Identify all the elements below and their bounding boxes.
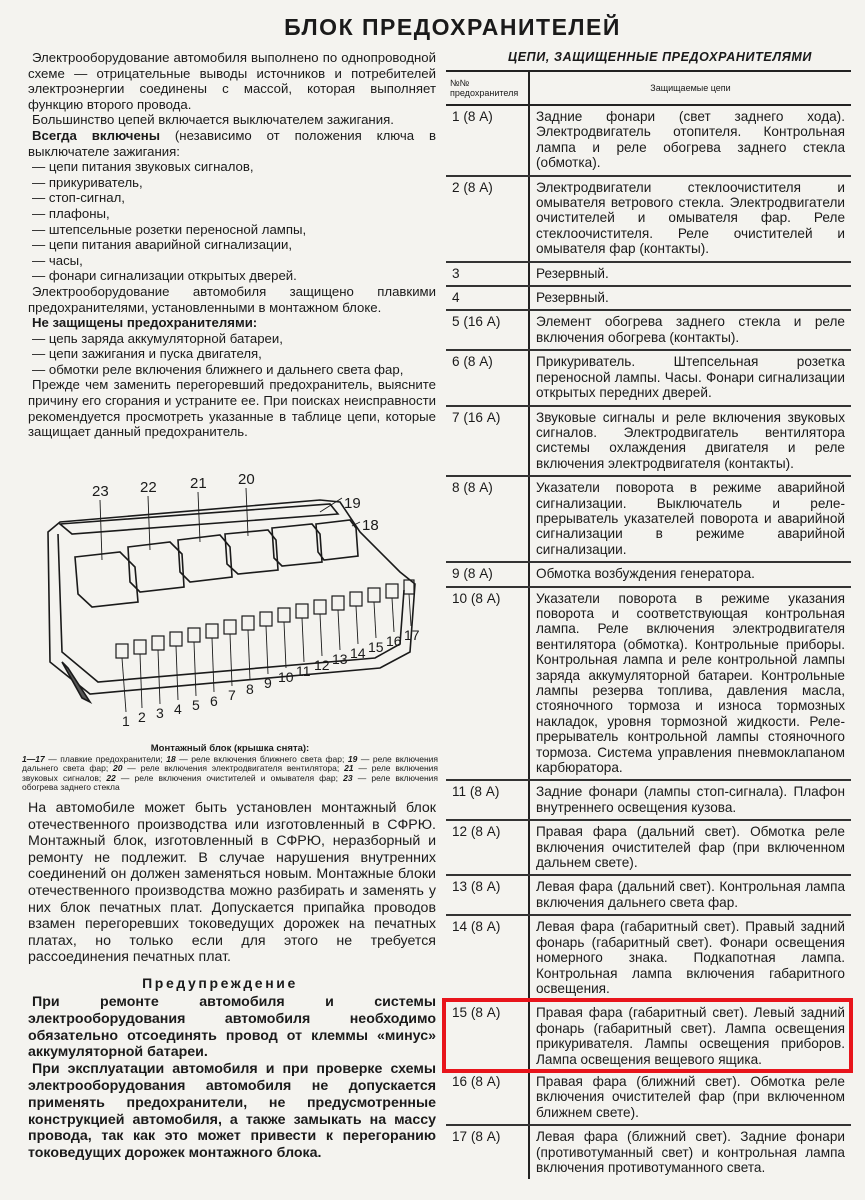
caption-num: 23 [343, 772, 353, 783]
fuse-circuits: Резервный. [529, 262, 851, 286]
table-row [446, 587, 851, 781]
label-19: 19 [344, 495, 361, 512]
list-item: — часы, [32, 253, 436, 269]
column-header-fuse: №№ предохранителя [446, 71, 529, 105]
fuse-number: 4 [446, 286, 529, 310]
table-row [446, 1071, 851, 1125]
fuse-label-10: 10 [278, 669, 294, 685]
fuse-circuits: Указатели поворота в режиме аварийной сигнализации. Выключатель и реле-прерыватель указателей поворота и аварийной сигнализации в режиме аварийной сигнализации. [529, 476, 851, 562]
fuse-number: 16 (8 А) [446, 1071, 529, 1125]
caption-text: — реле включения электродвигателя вентилятора; [122, 763, 345, 773]
fuse-label-7: 7 [228, 687, 236, 703]
fuse-number: 11 (8 А) [446, 780, 529, 820]
list-item: — цепи питания аварийной сигнализации, [32, 237, 436, 253]
fuse-number: 9 (8 А) [446, 562, 529, 586]
always-on-list [28, 159, 436, 284]
table-row [446, 820, 851, 875]
table-row [446, 176, 851, 262]
table-row [446, 875, 851, 915]
table-row [446, 310, 851, 350]
fuse-circuits: Левая фара (ближний свет). Задние фонари (противотуманный свет) и контрольная лампа включения противотуманного света. [536, 1129, 845, 1175]
fuse-number: 15 (8 А) [446, 1001, 529, 1071]
table-row [446, 1125, 851, 1179]
always-on-heading: Всегда включены [32, 127, 161, 143]
fuse-label-9: 9 [264, 675, 272, 691]
fuse-number: 6 (8 А) [446, 350, 529, 405]
fuse-number: 5 (16 А) [446, 310, 529, 350]
fuse-label-17: 17 [404, 627, 420, 643]
caption-num: 19 [347, 753, 358, 764]
always-on-paragraph [28, 128, 436, 159]
fuse-number: 10 (8 А) [446, 587, 529, 781]
caption-text: — реле включения обогрева заднего стекла [22, 772, 439, 792]
caption-text: — реле включения очистителей и омывателя фар; [115, 772, 344, 783]
fuse-label-6: 6 [210, 693, 218, 709]
warning-title: Предупреждение [142, 975, 298, 991]
fuse-circuits: Левая фара (дальний свет). Контрольная лампа включения дальнего света фар. [529, 875, 851, 915]
table-header-row [446, 71, 851, 105]
caption-num: 18 [166, 753, 176, 764]
caption-num: 1—17 [22, 753, 45, 764]
fuse-label-3: 3 [156, 705, 164, 721]
fuse-circuits: Левая фара (габаритный свет). Правый задний фонарь (габаритный свет). Фонари освещения номерного знака. Подкапотная лампа. Контрольная лампа включения габаритного освещения. [529, 915, 851, 1001]
fuse-circuits: Задние фонари (лампы стоп-сигнала). Плафон внутреннего освещения кузова. [529, 780, 851, 820]
table-row [446, 780, 851, 820]
fuse-label-5: 5 [192, 697, 200, 713]
column-header-circuits: Защищаемые цепи [529, 71, 851, 105]
fuse-number: 12 (8 А) [446, 820, 529, 875]
table-row [446, 286, 851, 310]
list-item: — стоп-сигнал, [32, 190, 436, 206]
list-item: — штепсельные розетки переносной лампы, [32, 222, 436, 238]
list-item: — плафоны, [32, 206, 436, 222]
fuse-label-11: 11 [296, 663, 311, 679]
not-protected-list [28, 331, 436, 378]
fuse-number: 1 (8 А) [446, 105, 529, 176]
list-item: — прикуриватель, [32, 175, 436, 191]
label-20: 20 [238, 472, 255, 488]
caption-body [22, 755, 438, 793]
page-title: БЛОК ПРЕДОХРАНИТЕЛЕЙ [284, 14, 621, 40]
fuse-circuits: Обмотка возбуждения генератора. [529, 562, 851, 586]
warning-paragraph-2: При эксплуатации автомобиля и при проверке схемы электрооборудования автомобиля не допускается применять предохранители, не предусмотренные конструкцией автомобиля, а также замыкать на массу провода, так как это может привести к перегоранию токоведущих дорожек монтажного блока. [28, 1061, 436, 1162]
fuse-circuits: Правая фара (дальний свет). Обмотка реле включения очистителей фар (при включенном дальнем свете). [529, 820, 851, 875]
fuse-circuits: Прикуриватель. Штепсельная розетка переносной лампы. Часы. Фонари сигнализации открытых передних дверей. [529, 350, 851, 405]
label-23: 23 [92, 483, 109, 500]
ignition-paragraph: Большинство цепей включается выключателем зажигания. [32, 112, 394, 128]
not-protected-heading: Не защищены предохранителями: [32, 315, 258, 331]
warning-paragraph-1: При ремонте автомобиля и системы электрооборудования автомобиля необходимо обязательно отсоединять провод от клеммы «минус» аккумуляторной батареи. [28, 994, 436, 1061]
fuse-circuits: Резервный. [529, 286, 851, 310]
label-18: 18 [362, 517, 379, 534]
fuse-label-13: 13 [332, 651, 348, 667]
table-row [446, 562, 851, 586]
list-item: — цепь заряда аккумуляторной батареи, [32, 331, 436, 347]
fuse-label-16: 16 [386, 633, 402, 649]
fuse-label-4: 4 [174, 701, 182, 717]
caption-text: — реле включения дальнего света фар; [22, 753, 438, 773]
fuse-number: 2 (8 А) [446, 176, 529, 262]
fuse-label-2: 2 [138, 709, 146, 725]
list-item: — цепи питания звуковых сигналов, [32, 159, 436, 175]
fuse-number-labels [122, 627, 420, 729]
fuse-circuits: Звуковые сигналы и реле включения звуковых сигналов. Электродвигатель вентилятора системы охлаждения двигателя и реле включения электродвигателя (контакты). [529, 406, 851, 477]
fuse-circuits: Правая фара (ближний свет). Обмотка реле включения очистителей фар (при включенном ближнем свете). [529, 1071, 851, 1125]
caption-text: — реле включения звуковых сигналов; [22, 763, 438, 783]
fuse-number: 17 (8 А) [446, 1125, 529, 1179]
fuse-number: 14 (8 А) [446, 915, 529, 1001]
table-row [446, 915, 851, 1001]
intro-paragraph: Электрооборудование автомобиля выполнено по однопроводной схеме — отрицательные выводы источников и потребителей электроэнергии соединены с массой, которая выполняет функцию второго провода. [28, 50, 436, 112]
list-item: — цепи зажигания и пуска двигателя, [32, 346, 436, 362]
table-title: ЦЕПИ, ЗАЩИЩЕННЫЕ ПРЕДОХРАНИТЕЛЯМИ [508, 50, 812, 64]
warning-text [28, 994, 436, 1162]
table-row [446, 406, 851, 477]
fuse-circuits: Электродвигатели стеклоочистителя и омывателя ветрового стекла. Электродвигатели очистителей и омывателя фар. Реле стеклоочистителя. Реле очистителей и омывателя фар (контакты). [529, 176, 851, 262]
always-on-text: (независимо от положения ключа в выключателе зажигания: [28, 127, 436, 159]
fuse-circuits: Задние фонари (свет заднего хода). Электродвигатель отопителя. Контрольная лампа и реле обогрева заднего стекла (обмотка). [529, 105, 851, 176]
caption-num: 20 [113, 763, 123, 773]
caption-text: — плавкие предохранители; [44, 753, 167, 764]
left-column [28, 50, 436, 440]
fuse-label-12: 12 [314, 657, 330, 673]
caption-num: 22 [106, 772, 116, 783]
table-row [446, 476, 851, 562]
before-replace-paragraph: Прежде чем заменить перегоревший предохранитель, выясните причину его сгорания и устраните ее. При поисках неисправности рекомендуется просмотреть указанные в таблице цепи, которые защищает данный предохранитель. [28, 377, 436, 440]
figure-labels [92, 472, 379, 534]
fuse-number: 3 [446, 262, 529, 286]
fuse-circuits: Указатели поворота в режиме указания поворота и соответствующая контрольная лампа. Реле включения электродвигателя вентилятора (обмотка). Контрольные приборы. Контрольная лампа и реле контрольной лампы заряда аккумуляторной батареи. Контрольные лампы резерва топлива, давления масла, стояночного тормоза и износа тормозных накладок, уровня тормозной жидкости. Реле-прерыватель контрольной лампы стояночного тормоза. Система управления пневмоклапаном карбюратора. [529, 587, 851, 781]
fuse-number: 13 (8 А) [446, 875, 529, 915]
table-row [446, 105, 851, 176]
connector [62, 662, 90, 702]
fuse-label-1: 1 [122, 713, 130, 729]
fuse-number: 8 (8 А) [446, 476, 529, 562]
label-22: 22 [140, 479, 157, 496]
fuse-label-15: 15 [368, 639, 384, 655]
caption-num: 21 [344, 763, 354, 773]
label-21: 21 [190, 475, 207, 492]
figure-caption [22, 744, 438, 793]
fuse-number: 7 (16 А) [446, 406, 529, 477]
table-row [446, 350, 851, 405]
fuse-label-14: 14 [350, 645, 366, 661]
fuse-label-8: 8 [246, 681, 254, 697]
fuse-box-drawing [20, 472, 440, 740]
fuse-circuits: Элемент обогрева заднего стекла и реле включения обогрева (контакты). [529, 310, 851, 350]
protected-paragraph: Электрооборудование автомобиля защищено плавкими предохранителями, установленными в монтажном блоке. [28, 283, 436, 315]
caption-title: Монтажный блок (крышка снята): [150, 743, 310, 754]
fuse-box-illustration [20, 472, 440, 740]
fuse-circuits: Правая фара (габаритный свет). Левый задний фонарь (габаритный свет). Лампа освещения прикуривателя. Лампы освещения приборов. Лампа освещения вещевого ящика. [536, 1005, 845, 1067]
caption-text: — реле включения ближнего света фар; [175, 753, 348, 764]
list-item: — фонари сигнализации открытых дверей. [32, 268, 436, 284]
table-row [446, 262, 851, 286]
list-item: — обмотки реле включения ближнего и дальнего света фар, [32, 362, 436, 378]
fuse-table [446, 70, 851, 1179]
relays [75, 520, 358, 607]
table-row-highlighted [446, 1001, 851, 1071]
mounting-block-paragraph: На автомобиле может быть установлен монтажный блок отечественного производства или изготовленный в СФРЮ. Монтажный блок, изготовленный в СФРЮ, неразборный и ремонту не подлежит. В случае нарушения внутренних соединений он должен заменяться новым. Монтажные блоки отечественного производства можно разбирать и заменять у них блок печатных плат. Допускается припайка проводов взамен перегоревших токоведущих дорожек на печатных платах, но только если для этого не требуется рассоединения печатных плат. [28, 800, 436, 966]
